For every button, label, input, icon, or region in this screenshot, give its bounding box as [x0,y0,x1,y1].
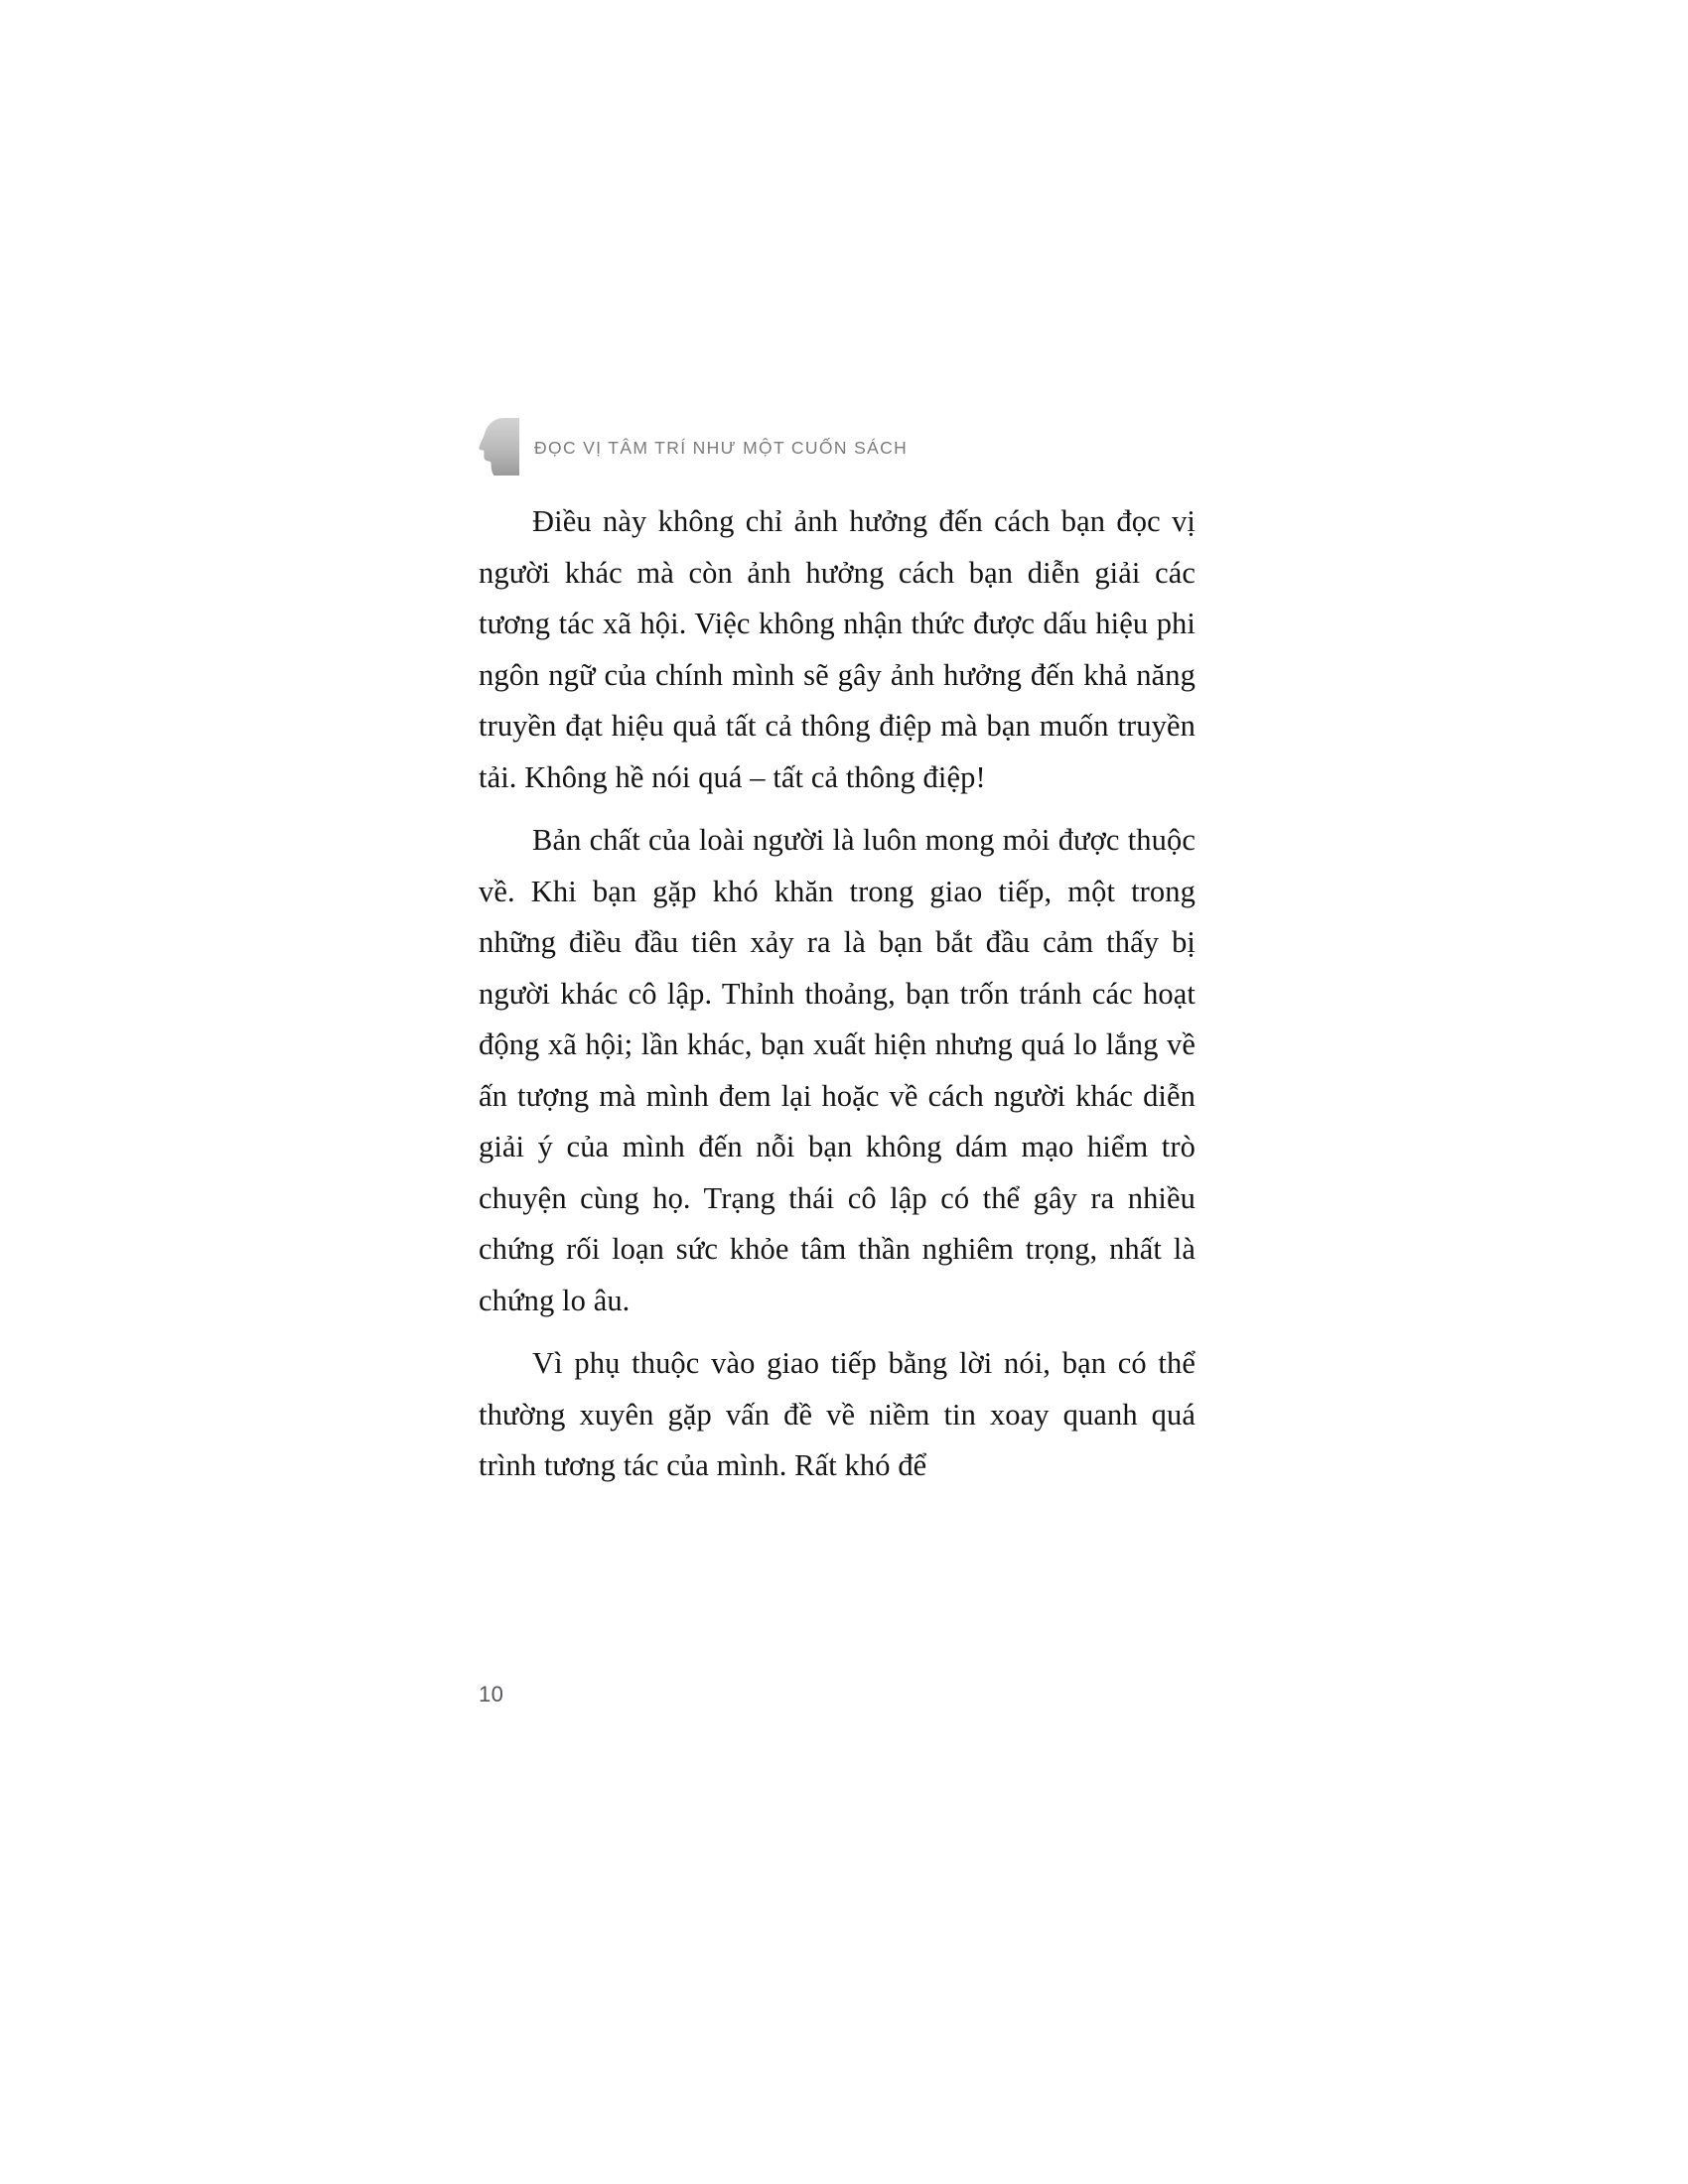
running-header-title: ĐỌC VỊ TÂM TRÍ NHƯ MỘT CUỐN SÁCH [534,438,909,459]
paragraph: Bản chất của loài người là luôn mong mỏi được thuộc về. Khi bạn gặp khó khăn trong giao tiếp, một trong những điều đầu tiên xảy ra là bạn bắt đầu cảm thấy bị người khác cô lập. Thỉnh thoảng, bạn trốn tránh các hoạt động xã hội; lần khác, bạn xuất hiện nhưng quá lo lắng về ấn tượng mà mình đem lại hoặc về cách người khác diễn giải ý của mình đến nỗi bạn không dám mạo hiểm trò chuyện cùng họ. Trạng thái cô lập có thể gây ra nhiều chứng rối loạn sức khỏe tâm thần nghiêm trọng, nhất là chứng lo âu. [479,823,1196,1317]
paragraph: Điều này không chỉ ảnh hưởng đến cách bạn đọc vị người khác mà còn ảnh hưởng cách bạn diễn giải các tương tác xã hội. Việc không nhận thức được dấu hiệu phi ngôn ngữ của chính mình sẽ gây ảnh hưởng đến khả năng truyền đạt hiệu quả tất cả thông điệp mà bạn muốn truyền tải. Không hề nói quá – tất cả thông điệp! [479,504,1196,794]
running-header [477,412,1291,481]
head-silhouette-icon [477,416,522,478]
body-text-column [479,496,1196,1492]
paragraph: Vì phụ thuộc vào giao tiếp bằng lời nói, bạn có thể thường xuyên gặp vấn đề về niềm tin xoay quanh quá trình tương tác của mình. Rất khó để [479,1346,1196,1482]
page-number: 10 [479,1682,504,1706]
